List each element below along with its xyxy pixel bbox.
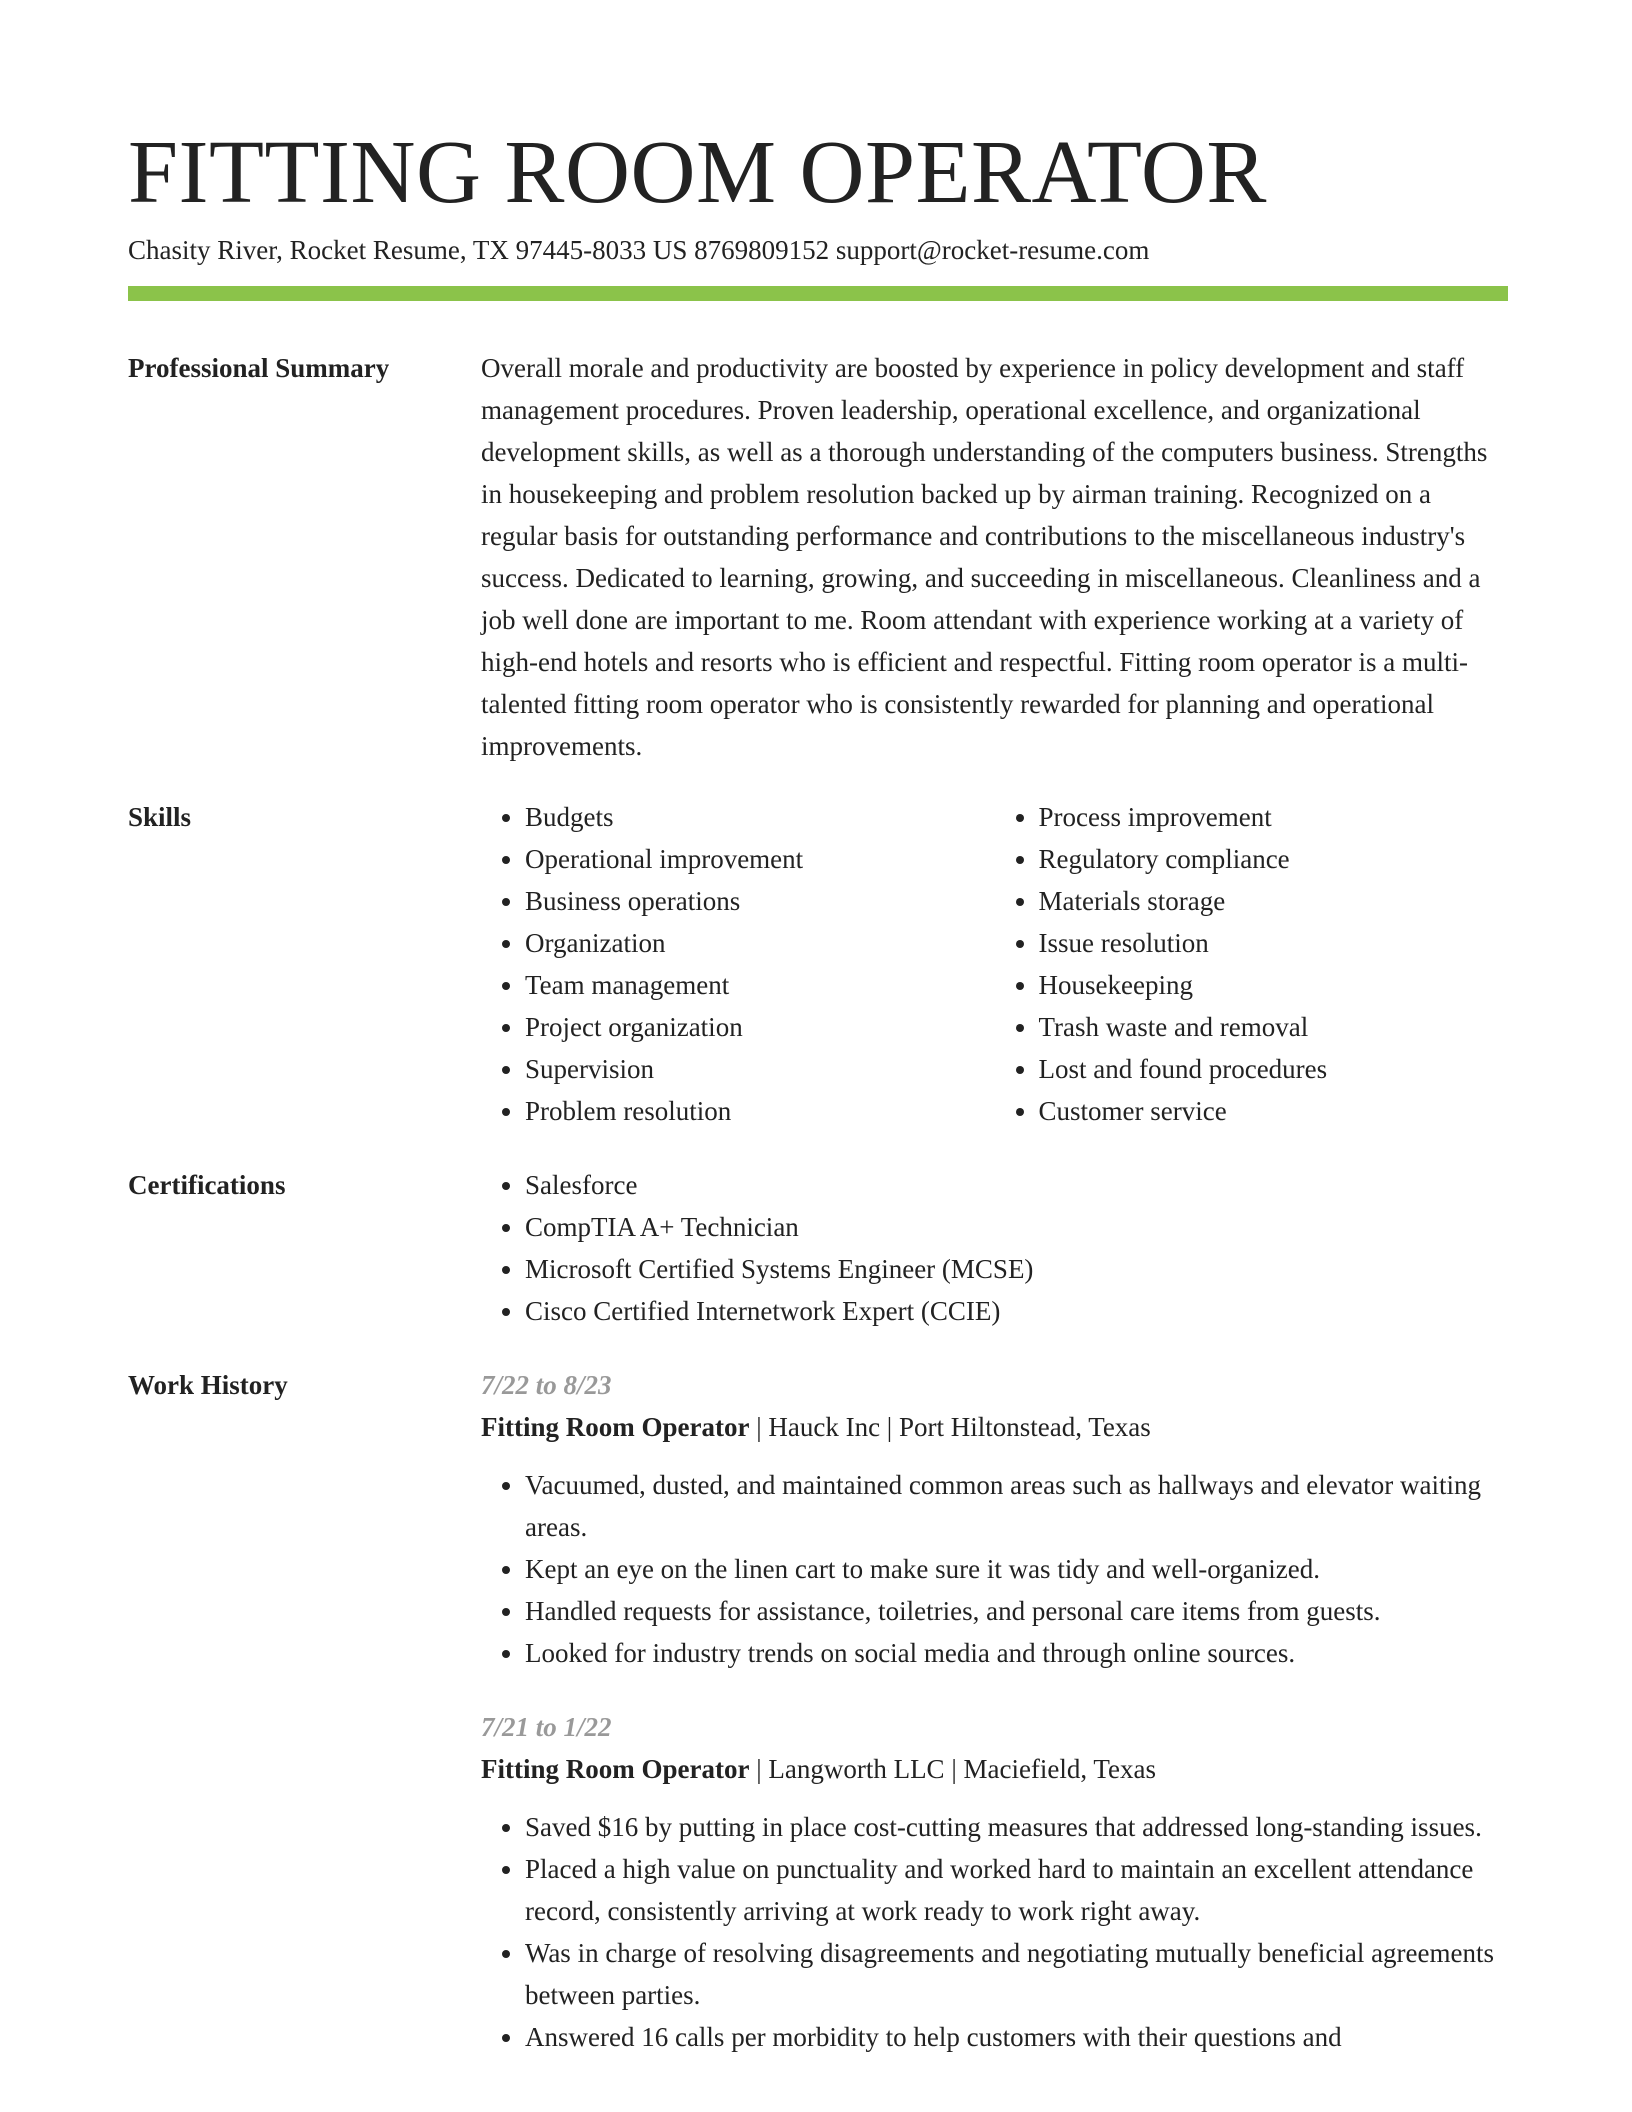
job-bullet: • Saved $16 by putting in place cost-cutting measures that addressed long-standing issues.	[525, 1806, 1508, 1848]
job-bullet: • Kept an eye on the linen cart to make sure it was tidy and well-organized.	[525, 1548, 1508, 1590]
job-heading	[481, 1748, 1508, 1790]
certification-item: • Microsoft Certified Systems Engineer (MCSE)	[525, 1248, 1508, 1290]
job-entry	[481, 1706, 1508, 2058]
skill-item: • Business operations	[525, 880, 995, 922]
skill-item: • Process improvement	[1039, 796, 1509, 838]
job-title: Fitting Room Operator	[481, 1754, 750, 1784]
job-dates: 7/21 to 1/22	[481, 1712, 612, 1742]
resume-title: FITTING ROOM OPERATOR	[128, 123, 1267, 222]
skill-item: • Customer service	[1039, 1090, 1509, 1132]
skill-item: • Supervision	[525, 1048, 995, 1090]
certifications-label: Certifications	[128, 1170, 286, 1200]
job-bullet: • Answered 16 calls per morbidity to help customers with their questions and	[525, 2016, 1508, 2058]
job-details: | Hauck Inc | Port Hiltonstead, Texas	[749, 1412, 1151, 1442]
job-bullets	[481, 1806, 1508, 2058]
job-heading	[481, 1406, 1508, 1448]
contact-line: Chasity River, Rocket Resume, TX 97445-8033 US 8769809152 support@rocket-resume.com	[128, 235, 1150, 265]
skill-item: • Lost and found procedures	[1039, 1048, 1509, 1090]
job-bullet: • Was in charge of resolving disagreements and negotiating mutually beneficial agreements between parties.	[525, 1932, 1508, 2016]
job-entry	[481, 1364, 1508, 1674]
skills-list-right	[995, 796, 1509, 1132]
job-bullet: • Placed a high value on punctuality and worked hard to maintain an excellent attendance record, consistently arriving at work ready to work right away.	[525, 1848, 1508, 1932]
summary-label: Professional Summary	[128, 353, 390, 383]
summary-text: Overall morale and productivity are boosted by experience in policy development and staff management procedures. Proven leadership, operational excellence, and organizational development skills, as well as a thorough understanding of the computers business. Strengths in housekeeping and problem resolution backed up by airman training. Recognized on a regular basis for outstanding performance and contributions to the miscellaneous industry's success. Dedicated to learning, growing, and succeeding in miscellaneous. Cleanliness and a job well done are important to me. Room attendant with experience working at a variety of high-end hotels and resorts who is efficient and respectful. Fitting room operator is a multi-talented fitting room operator who is consistently rewarded for planning and operational improvements.	[481, 353, 1488, 761]
certification-item: • Salesforce	[525, 1164, 1508, 1206]
skill-item: • Materials storage	[1039, 880, 1509, 922]
skill-item: • Organization	[525, 922, 995, 964]
skill-item: • Trash waste and removal	[1039, 1006, 1509, 1048]
job-bullet: • Vacuumed, dusted, and maintained common areas such as hallways and elevator waiting areas.	[525, 1464, 1508, 1548]
skills-list-left	[481, 796, 995, 1132]
certifications-list	[481, 1164, 1508, 1332]
certification-item: • Cisco Certified Internetwork Expert (CCIE)	[525, 1290, 1508, 1332]
work-history-label: Work History	[128, 1370, 288, 1400]
skill-item: • Team management	[525, 964, 995, 1006]
job-title: Fitting Room Operator	[481, 1412, 750, 1442]
skill-item: • Regulatory compliance	[1039, 838, 1509, 880]
job-bullet: • Looked for industry trends on social media and through online sources.	[525, 1632, 1508, 1674]
job-details: | Langworth LLC | Maciefield, Texas	[749, 1754, 1157, 1784]
job-bullets	[481, 1464, 1508, 1674]
skill-item: • Budgets	[525, 796, 995, 838]
skill-item: • Issue resolution	[1039, 922, 1509, 964]
job-dates: 7/22 to 8/23	[481, 1370, 612, 1400]
skills-label: Skills	[128, 802, 192, 832]
job-bullet: • Handled requests for assistance, toiletries, and personal care items from guests.	[525, 1590, 1508, 1632]
skill-item: • Housekeeping	[1039, 964, 1509, 1006]
skill-item: • Project organization	[525, 1006, 995, 1048]
skill-item: • Problem resolution	[525, 1090, 995, 1132]
skill-item: • Operational improvement	[525, 838, 995, 880]
certification-item: • CompTIA A+ Technician	[525, 1206, 1508, 1248]
header-divider	[128, 286, 1508, 301]
